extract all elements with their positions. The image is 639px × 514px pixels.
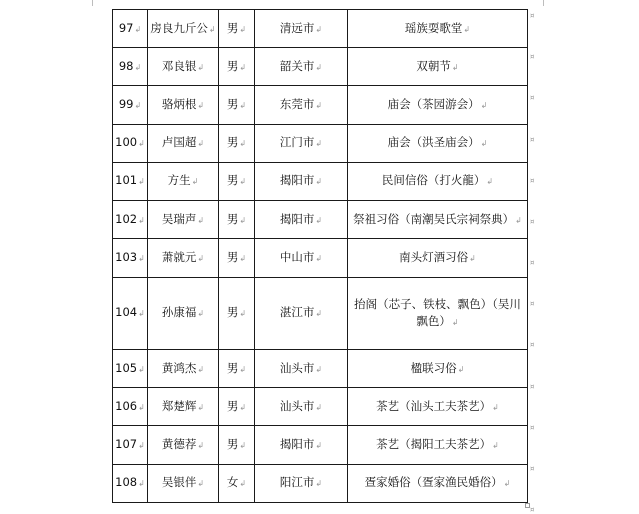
- name-cell[interactable]: [148, 124, 219, 162]
- row-number-cell[interactable]: [113, 426, 148, 464]
- row-number-cell-text: 104: [115, 305, 138, 320]
- cell-end-mark: ↲: [480, 101, 488, 111]
- name-cell-text: 骆炳根: [161, 97, 197, 112]
- row-number-cell-text: 99: [118, 97, 134, 112]
- table-row: [113, 349, 528, 387]
- gender-cell[interactable]: [219, 277, 255, 349]
- city-cell[interactable]: [255, 349, 348, 387]
- table-resize-handle[interactable]: [525, 503, 530, 508]
- city-cell[interactable]: [255, 201, 348, 239]
- name-cell-text: 卢国超: [161, 135, 197, 150]
- city-cell-text: 揭阳市: [279, 211, 315, 226]
- row-end-mark: ¤: [530, 506, 535, 514]
- cell-end-mark: ↲: [315, 177, 323, 187]
- city-cell-text: 揭阳市: [279, 437, 315, 452]
- cell-end-mark: ↲: [138, 364, 145, 374]
- gender-cell[interactable]: [219, 388, 255, 426]
- heritage-item-cell-text: 抬阁（芯子、铁枝、飘色）（吴川飘色）: [354, 296, 521, 328]
- table-row: [113, 124, 528, 162]
- cell-end-mark: ↲: [197, 364, 205, 374]
- row-number-cell-text: 106: [115, 398, 138, 413]
- row-number-cell-text: 98: [118, 58, 134, 73]
- gender-cell-text: 男: [226, 249, 239, 264]
- name-cell-text: 萧就元: [161, 249, 197, 264]
- row-end-mark: ¤: [530, 424, 535, 432]
- cell-end-mark: ↲: [451, 317, 459, 327]
- name-cell[interactable]: [148, 426, 219, 464]
- cell-end-mark: ↲: [239, 441, 247, 451]
- city-cell[interactable]: [255, 426, 348, 464]
- heritage-item-cell[interactable]: [348, 10, 528, 48]
- cell-end-mark: ↲: [197, 62, 205, 72]
- cell-end-mark: ↲: [197, 309, 205, 319]
- table-row: [113, 162, 528, 200]
- city-cell[interactable]: [255, 86, 348, 124]
- row-number-cell[interactable]: [113, 349, 148, 387]
- name-cell-text: 黄德荐: [161, 437, 197, 452]
- row-number-cell-text: 97: [118, 20, 134, 35]
- row-end-mark: ¤: [530, 136, 535, 144]
- heritage-item-cell-text: 楹联习俗: [410, 360, 457, 375]
- cell-end-mark: ↲: [134, 62, 142, 72]
- cell-end-mark: ↲: [315, 62, 323, 72]
- name-cell-text: 孙康福: [161, 305, 197, 320]
- city-cell-text: 东莞市: [279, 97, 315, 112]
- gender-cell[interactable]: [219, 10, 255, 48]
- name-cell-text: 黄鸿杰: [161, 360, 197, 375]
- cell-end-mark: ↲: [315, 441, 323, 451]
- table-row: [113, 48, 528, 86]
- cell-end-mark: ↲: [138, 215, 145, 225]
- cell-end-mark: ↲: [197, 139, 205, 149]
- cell-end-mark: ↲: [239, 24, 247, 34]
- heritage-item-cell-text: 茶艺（汕头工夫茶艺）: [376, 398, 492, 413]
- cell-end-mark: ↲: [134, 24, 142, 34]
- heritage-item-cell[interactable]: [348, 48, 528, 86]
- name-cell-text: 吴瑞声: [161, 211, 197, 226]
- cell-end-mark: ↲: [197, 441, 205, 451]
- heritage-item-cell[interactable]: [348, 124, 528, 162]
- row-number-cell[interactable]: [113, 10, 148, 48]
- gender-cell[interactable]: [219, 426, 255, 464]
- city-cell-text: 阳江市: [279, 475, 315, 490]
- heritage-item-cell-text: 祭祖习俗（南潮吴氏宗祠祭典）: [353, 211, 515, 226]
- table-row: [113, 426, 528, 464]
- cell-end-mark: ↲: [463, 24, 471, 34]
- city-cell-text: 清远市: [279, 20, 315, 35]
- cell-end-mark: ↲: [315, 215, 323, 225]
- cell-end-mark: ↲: [197, 402, 205, 412]
- city-cell-text: 揭阳市: [279, 173, 315, 188]
- gender-cell-text: 男: [226, 58, 239, 73]
- row-number-cell[interactable]: [113, 277, 148, 349]
- cell-end-mark: ↲: [138, 139, 145, 149]
- row-end-mark: ¤: [530, 177, 535, 185]
- row-end-mark: ¤: [530, 218, 535, 226]
- row-end-mark: ¤: [530, 465, 535, 473]
- city-cell[interactable]: [255, 239, 348, 277]
- row-number-cell[interactable]: [113, 124, 148, 162]
- cell-end-mark: ↲: [239, 309, 247, 319]
- cell-end-mark: ↲: [239, 215, 247, 225]
- cell-end-mark: ↲: [492, 402, 499, 412]
- table-row: [113, 10, 528, 48]
- cell-end-mark: ↲: [239, 177, 247, 187]
- cell-end-mark: ↲: [138, 309, 145, 319]
- row-end-mark: ¤: [530, 259, 535, 267]
- table-row: [113, 277, 528, 349]
- heritage-item-cell[interactable]: [348, 86, 528, 124]
- gender-cell[interactable]: [219, 48, 255, 86]
- city-cell[interactable]: [255, 388, 348, 426]
- gender-cell-text: 男: [226, 398, 239, 413]
- row-end-mark: ¤: [530, 300, 535, 308]
- heritage-item-cell[interactable]: [348, 349, 528, 387]
- gender-cell[interactable]: [219, 86, 255, 124]
- city-cell-text: 江门市: [279, 135, 315, 150]
- heritage-item-cell[interactable]: [348, 277, 528, 349]
- name-cell[interactable]: [148, 464, 219, 502]
- name-cell-text: 邓良银: [161, 58, 197, 73]
- cell-end-mark: ↲: [239, 62, 247, 72]
- heritage-item-cell-text: 民间信俗（打火龍）: [381, 173, 486, 188]
- name-cell-text: 房良九斤公: [150, 20, 208, 35]
- cell-end-mark: ↲: [315, 364, 323, 374]
- cell-end-mark: ↲: [134, 101, 142, 111]
- heritage-item-cell-text: 茶艺（揭阳工夫茶艺）: [376, 437, 492, 452]
- city-cell-text: 湛江市: [279, 305, 315, 320]
- city-cell-text: 汕头市: [279, 360, 315, 375]
- name-cell[interactable]: [148, 10, 219, 48]
- name-cell[interactable]: [148, 349, 219, 387]
- cell-end-mark: ↲: [469, 253, 476, 263]
- cell-end-mark: ↲: [197, 215, 205, 225]
- heritage-item-cell-text: 瑶族耍歌堂: [404, 20, 463, 35]
- gender-cell[interactable]: [219, 239, 255, 277]
- heritage-item-cell[interactable]: [348, 388, 528, 426]
- gender-cell[interactable]: [219, 201, 255, 239]
- name-cell[interactable]: [148, 162, 219, 200]
- cell-end-mark: ↲: [208, 24, 216, 34]
- name-cell-text: 方生: [167, 173, 191, 188]
- gender-cell[interactable]: [219, 162, 255, 200]
- cell-end-mark: ↲: [315, 479, 323, 489]
- row-number-cell-text: 103: [115, 249, 138, 264]
- table-row: [113, 388, 528, 426]
- name-cell-text: 吴银伴: [161, 475, 197, 490]
- gender-cell-text: 男: [226, 437, 239, 452]
- heritage-item-cell-text: 庙会（洪圣庙会）: [387, 135, 480, 150]
- name-cell[interactable]: [148, 277, 219, 349]
- cell-end-mark: ↲: [197, 479, 205, 489]
- row-number-cell-text: 100: [115, 135, 138, 150]
- cell-end-mark: ↲: [315, 139, 323, 149]
- cell-end-mark: ↲: [315, 24, 323, 34]
- cell-end-mark: ↲: [239, 479, 247, 489]
- inheritor-table: [112, 9, 528, 503]
- gender-cell-text: 男: [226, 360, 239, 375]
- name-cell[interactable]: [148, 86, 219, 124]
- heritage-item-cell-text: 双朝节: [416, 58, 451, 73]
- row-number-cell-text: 107: [115, 437, 138, 452]
- cell-end-mark: ↲: [239, 101, 247, 111]
- cell-end-mark: ↲: [138, 177, 145, 187]
- gender-cell-text: 男: [226, 97, 239, 112]
- row-number-cell[interactable]: [113, 201, 148, 239]
- row-number-cell-text: 105: [115, 360, 138, 375]
- cell-end-mark: ↲: [138, 402, 145, 412]
- row-number-cell[interactable]: [113, 162, 148, 200]
- gender-cell-text: 男: [226, 20, 239, 35]
- name-cell[interactable]: [148, 239, 219, 277]
- row-number-cell[interactable]: [113, 388, 148, 426]
- city-cell[interactable]: [255, 162, 348, 200]
- cell-end-mark: ↲: [480, 139, 488, 149]
- city-cell-text: 汕头市: [279, 398, 315, 413]
- row-end-mark: ¤: [530, 53, 535, 61]
- heritage-item-cell-text: 庙会（茶园游会）: [387, 97, 480, 112]
- name-cell[interactable]: [148, 48, 219, 86]
- name-cell-text: 郑楚辉: [161, 398, 197, 413]
- row-number-cell-text: 102: [115, 211, 138, 226]
- cell-end-mark: ↲: [315, 253, 323, 263]
- row-number-cell-text: 108: [115, 475, 138, 490]
- city-cell[interactable]: [255, 48, 348, 86]
- cell-end-mark: ↲: [503, 479, 511, 489]
- heritage-item-cell-text: 疍家婚俗（疍家渔民婚俗）: [364, 475, 503, 490]
- city-cell[interactable]: [255, 464, 348, 502]
- cell-end-mark: ↲: [239, 364, 247, 374]
- cell-end-mark: ↲: [191, 177, 199, 187]
- gender-cell[interactable]: [219, 349, 255, 387]
- page-margin-right: [543, 0, 544, 6]
- row-number-cell[interactable]: [113, 86, 148, 124]
- table-row: [113, 201, 528, 239]
- row-number-cell[interactable]: [113, 464, 148, 502]
- cell-end-mark: ↲: [315, 101, 323, 111]
- cell-end-mark: ↲: [315, 309, 323, 319]
- cell-end-mark: ↲: [457, 364, 465, 374]
- heritage-item-cell[interactable]: [348, 426, 528, 464]
- cell-end-mark: ↲: [486, 177, 494, 187]
- name-cell[interactable]: [148, 201, 219, 239]
- gender-cell[interactable]: [219, 124, 255, 162]
- name-cell[interactable]: [148, 388, 219, 426]
- heritage-item-cell[interactable]: [348, 464, 528, 502]
- table-row: [113, 239, 528, 277]
- cell-end-mark: ↲: [451, 62, 459, 72]
- table-row: [113, 464, 528, 502]
- cell-end-mark: ↲: [239, 253, 247, 263]
- cell-end-mark: ↲: [138, 479, 145, 489]
- heritage-item-cell[interactable]: [348, 162, 528, 200]
- row-end-mark: ¤: [530, 94, 535, 102]
- heritage-item-cell-text: 南头灯酒习俗: [399, 249, 469, 264]
- cell-end-mark: ↲: [515, 215, 522, 225]
- table-row: [113, 86, 528, 124]
- row-end-mark: ¤: [530, 383, 535, 391]
- table-body: [113, 10, 528, 503]
- gender-cell-text: 男: [226, 305, 239, 320]
- gender-cell-text: 女: [226, 475, 239, 490]
- cell-end-mark: ↲: [492, 441, 499, 451]
- city-cell[interactable]: [255, 277, 348, 349]
- cell-end-mark: ↲: [239, 402, 247, 412]
- heritage-item-cell[interactable]: [348, 239, 528, 277]
- gender-cell-text: 男: [226, 135, 239, 150]
- row-end-mark: ¤: [530, 341, 535, 349]
- cell-end-mark: ↲: [138, 441, 145, 451]
- row-number-cell[interactable]: [113, 239, 148, 277]
- city-cell-text: 中山市: [279, 249, 315, 264]
- gender-cell[interactable]: [219, 464, 255, 502]
- row-number-cell[interactable]: [113, 48, 148, 86]
- city-cell[interactable]: [255, 124, 348, 162]
- page-margin-left: [92, 0, 93, 6]
- cell-end-mark: ↲: [197, 253, 205, 263]
- cell-end-mark: ↲: [239, 139, 247, 149]
- cell-end-mark: ↲: [138, 253, 145, 263]
- row-number-cell-text: 101: [115, 173, 138, 188]
- city-cell-text: 韶关市: [279, 58, 315, 73]
- gender-cell-text: 男: [226, 211, 239, 226]
- heritage-item-cell[interactable]: [348, 201, 528, 239]
- city-cell[interactable]: [255, 10, 348, 48]
- cell-end-mark: ↲: [197, 101, 205, 111]
- row-end-mark: ¤: [530, 12, 535, 20]
- gender-cell-text: 男: [226, 173, 239, 188]
- cell-end-mark: ↲: [315, 402, 323, 412]
